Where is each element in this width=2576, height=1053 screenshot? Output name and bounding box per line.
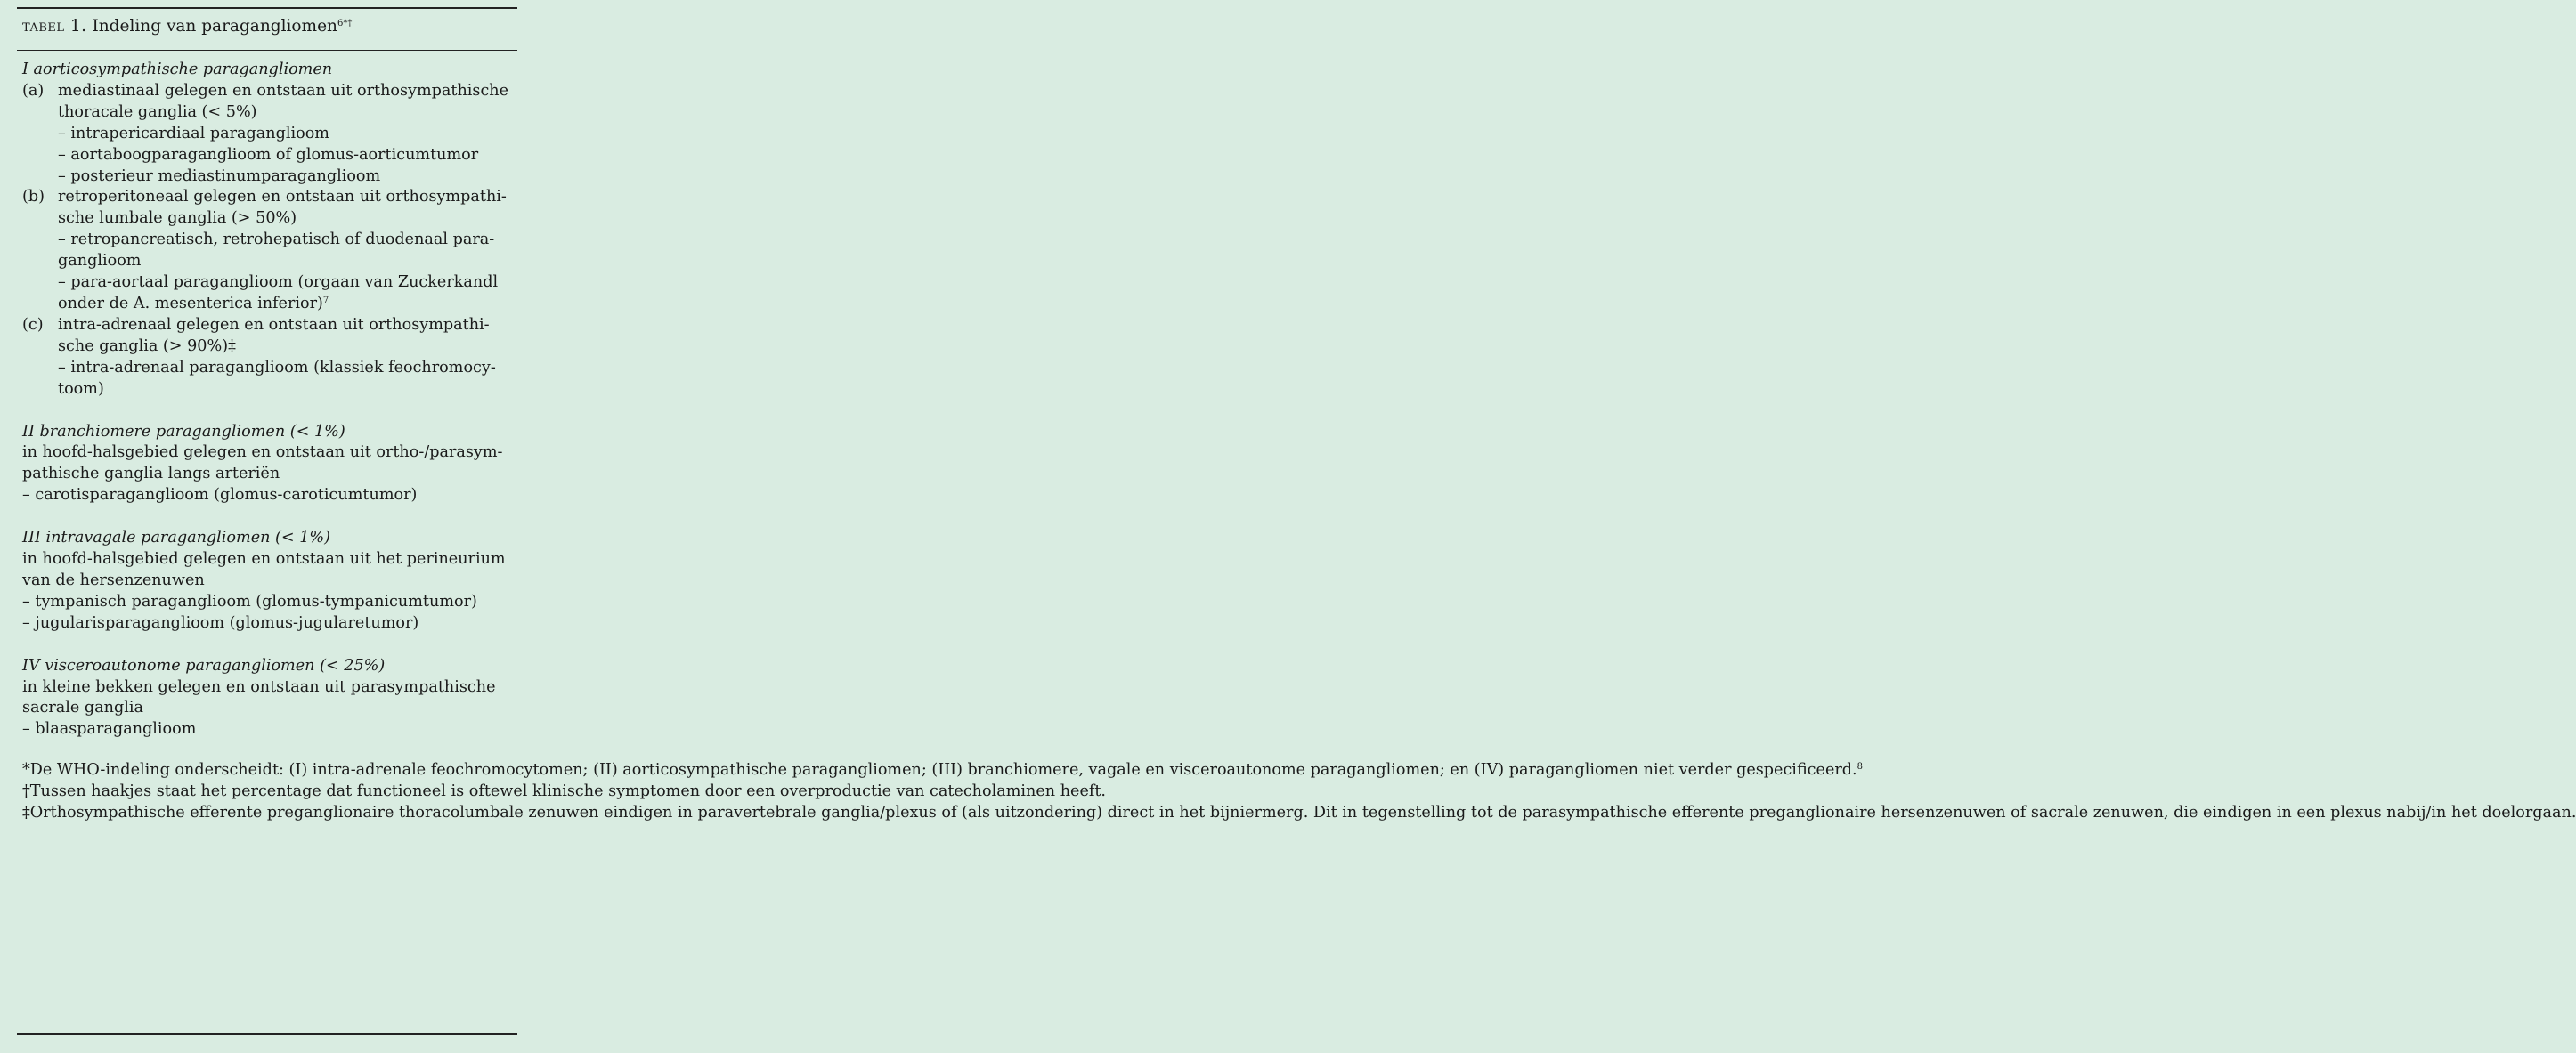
section3-title: III intravagale paragangliomen (< 1%) xyxy=(22,529,331,547)
item-label: (b) xyxy=(22,188,45,207)
list-item-c xyxy=(22,315,512,401)
table-header xyxy=(22,15,352,38)
top-rule xyxy=(17,7,517,9)
section2-title: II branchiomere paragangliomen (< 1%) xyxy=(22,422,345,441)
spacer xyxy=(22,741,512,760)
text-line: intra-adrenaal gelegen en ontstaan uit orthosympathi- xyxy=(58,315,490,334)
item-label: (c) xyxy=(22,315,44,334)
text-line: – tympanisch paraganglioom (glomus-tympanicumtumor) xyxy=(22,592,477,611)
text-line: in kleine bekken gelegen en ontstaan uit parasympathische xyxy=(22,677,496,696)
text-line: in hoofd-halsgebied gelegen en ontstaan uit ortho-/parasym- xyxy=(22,443,503,462)
text-line: – intra-adrenaal paraganglioom (klassiek feochromocy- xyxy=(58,358,496,377)
list-item-a xyxy=(22,81,512,188)
text-line: – para-aortaal paraganglioom (orgaan van Zuckerkandl xyxy=(58,273,499,292)
text-line: – posterieur mediastinumparaganglioom xyxy=(58,166,381,185)
table-title-refs: 6*† xyxy=(337,19,353,28)
text-line: van de hersenzenuwen xyxy=(22,571,205,589)
spacer xyxy=(22,635,512,656)
text-span: onder de A. mesenterica inferior) xyxy=(58,294,323,312)
footnote-who xyxy=(22,760,1863,782)
item-label: (a) xyxy=(22,81,45,100)
text-line xyxy=(58,294,507,315)
text-line: in hoofd-halsgebied gelegen en ontstaan uit het perineurium xyxy=(22,550,506,569)
table-body xyxy=(22,60,2576,824)
header-rule xyxy=(17,50,517,51)
text-line: – carotisparaganglioom (glomus-caroticumtumor) xyxy=(22,486,418,505)
footnote-dagger: †Tussen haakjes staat het percentage dat functioneel is oftewel klinische symptomen door een overproductie van catecholaminen heeft. xyxy=(22,782,1107,801)
text-line: pathische ganglia langs arteriën xyxy=(22,465,280,483)
text-line: mediastinaal gelegen en ontstaan uit orthosympathische xyxy=(58,81,509,100)
footnote-double-dagger: ‡Orthosympathische efferente preganglionaire thoracolumbale zenuwen eindigen in paravertebrale ganglia/plexus of (als uitzondering) direct in het bijniermerg. Dit in tegenstelling tot de parasympathische efferente preganglionaire hersenzenuwen of sacrale zenuwen, die eindigen in een plexus nabij/in het doelorgaan. xyxy=(22,804,2576,822)
text-line: sacrale ganglia xyxy=(22,699,143,717)
text-line: retroperitoneaal gelegen en ontstaan uit orthosympathi- xyxy=(58,188,507,207)
text-line: – jugularisparaganglioom (glomus-jugularetumor) xyxy=(22,613,419,632)
text-line: – intrapericardiaal paraganglioom xyxy=(58,124,329,142)
text-line: sche ganglia (> 90%)‡ xyxy=(58,336,236,355)
text-line: sche lumbale ganglia (> 50%) xyxy=(58,209,297,228)
section4-title: IV visceroautonome paragangliomen (< 25%) xyxy=(22,656,386,675)
reference-number: 8 xyxy=(1857,762,1863,773)
text-line: – aortaboogparaganglioom of glomus-aorticumtumor xyxy=(58,145,479,164)
table-title: Indeling van paragangliomen xyxy=(92,17,337,36)
reference-number: 7 xyxy=(322,295,329,305)
spacer xyxy=(22,401,512,422)
footnote-text: *De WHO-indeling onderscheidt: (I) intra-adrenale feochromocytomen; (II) aorticosympathische paragangliomen; (III) branchiomere, vagale en visceroautonome paragangliomen; en (IV) paragangliomen niet verder gespecificeerd. xyxy=(22,761,1857,780)
list-item-b xyxy=(22,187,512,314)
text-line: – retropancreatisch, retrohepatisch of duodenaal para- xyxy=(58,231,495,249)
table-label: tabel 1. xyxy=(22,17,87,36)
text-line: – blaasparaganglioom xyxy=(22,720,197,739)
section1-title: I aorticosympathische paragangliomen xyxy=(22,61,333,78)
text-line: toom) xyxy=(58,379,104,398)
text-line: thoracale ganglia (< 5%) xyxy=(58,102,257,121)
spacer xyxy=(22,506,512,528)
text-line: ganglioom xyxy=(58,252,142,271)
bottom-rule xyxy=(17,1033,517,1035)
